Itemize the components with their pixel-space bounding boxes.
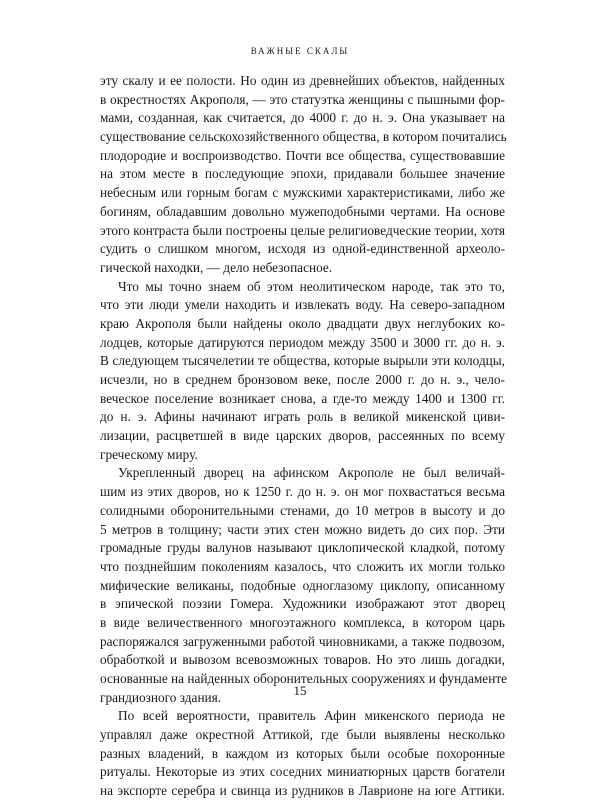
text-line: существование сельскохозяйственного общества, в котором почитались [100,129,507,145]
text-line: разных владений, в каждом из которых были особые похоронные [100,745,505,761]
text-line: на экспорте серебра и свинца из рудников в Лаврионе на юге Аттики. [100,783,505,799]
text-line: в эпической поэзии Гомера. Художники изображают этот дворец [100,596,505,612]
text-line: эту скалу и ее полости. Но один из древнейших объектов, найденных [100,73,505,88]
text-line: греческому миру. [100,446,198,462]
text-line: небесным или горным богам с мужскими характеристиками, либо же [100,185,505,201]
text-line: в окрестностях Акрополя, — это статуэтка женщины с пышными фор- [100,91,505,107]
paragraph [100,464,508,707]
paragraph [100,72,505,278]
text-line: веческое поселение возникает снова, а где-то между 1400 и 1300 гг. [100,390,505,406]
text-line: грандиозного здания. [100,689,222,705]
text-line: распоряжался загруженными работой чиновниками, а также подвозом, [100,633,505,649]
text-line: что эти люди умели находить и извлекать воду. На северо-западном [100,297,505,313]
text-line: этого контраста были построены целые религиоведческие теории, хотя [100,222,505,238]
text-line: ритуалы. Некоторые из этих соседних миниатюрных царств богатели [100,764,505,780]
paragraph [100,707,505,800]
text-line: мами, созданная, как считается, до 4000 г. до н. э. Она указывает на [100,110,505,126]
paragraph [100,278,505,465]
text-line: судить о слишком многом, исходя из одной-единственной археоло- [100,241,505,257]
text-line: шим из этих дворов, но к 1250 г. до н. э. он мог похвастаться весьма [100,484,505,500]
text-line: лизации, расцветшей в виде царских дворов, рассеянных по всему [100,428,505,444]
text-line: громадные груды валунов называют циклопической кладкой, потому [100,540,505,556]
text-line: гической находки, — дело небезопасное. [100,259,333,275]
text-line: Укрепленный дворец на афинском Акрополе не был величай- [118,465,505,481]
text-line: лодцев, которые датируются периодом между 3500 и 3000 гг. до н. э. [100,334,505,350]
text-line: что позднейшим поколениям казалось, что сложить их могли только [100,558,505,574]
running-head: ВАЖНЫЕ СКАЛЫ [250,46,350,56]
text-line: до н. э. Афины начинают играть роль в великой микенской циви- [100,409,505,425]
text-line: богиням, обладавшим довольно мужеподобными чертами. На основе [100,203,505,219]
text-line: Что мы точно знаем об этом неолитическом народе, так это то, [118,278,505,294]
text-line: мифические великаны, подобные одноглазому циклопу, описанному [100,577,505,593]
text-line: исчезли, но в среднем бронзовом веке, после 2000 г. до н. э., чело- [100,372,505,387]
text-line: В следующем тысячелетии те общества, которые вырыли эти колодцы, [100,353,505,369]
text-line: плодородие и воспроизводство. Почти все общества, существовавшие [100,147,505,163]
text-line: солидными оборонительными стенами, до 10 метров в высоту и до [100,502,505,518]
text-line: 5 метров в толщину; части этих стен можно видеть до сих пор. Эти [100,521,505,537]
text-line: краю Акрополя были найдены около двадцати двух неглубоких ко- [100,315,505,331]
page-number: 15 [293,683,307,698]
text-line: на этом месте в последующие эпохи, придавали большее значение [100,166,505,182]
text-line: в виде величественного многоэтажного комплекса, в котором царь [100,614,505,630]
text-line: управлял даже окрестной Аттикой, где были выявлены несколько [100,727,505,743]
text-line: основанные на найденных оборонительных сооружениях и фундаменте [100,671,508,686]
text-line: По всей вероятности, правитель Афин микенского периода не [118,708,505,724]
text-line: обработкой и вывозом всевозможных товаров. Но это лишь догадки, [100,652,505,668]
